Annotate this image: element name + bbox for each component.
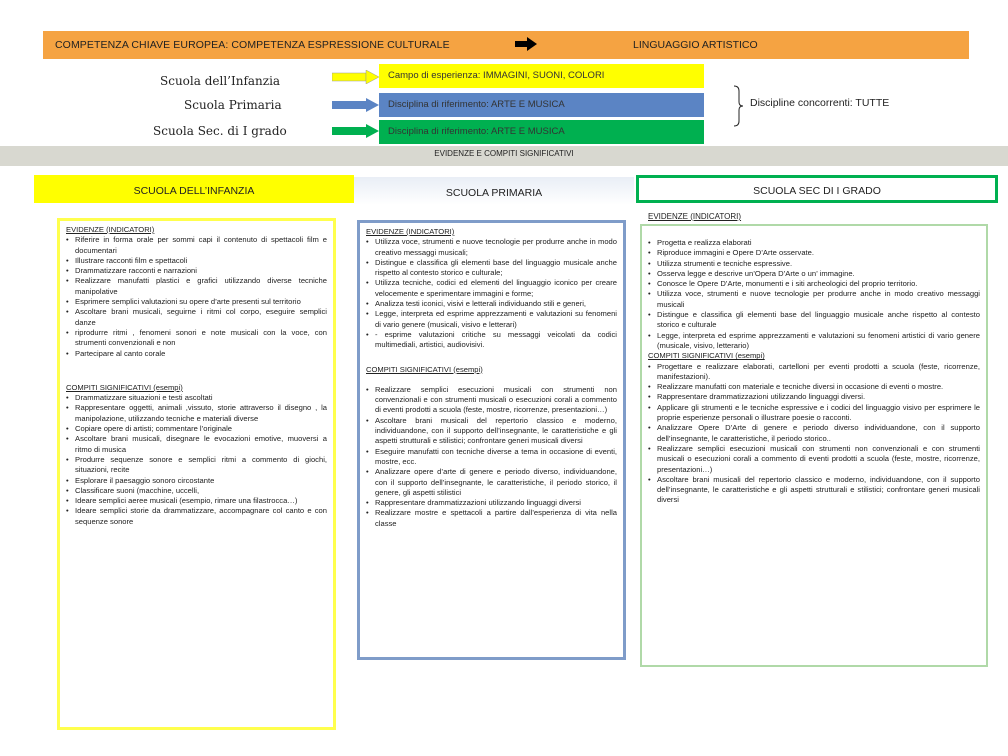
list-item: • Rappresentare drammatizzazioni utilizzando linguaggi diversi <box>366 498 617 508</box>
list-item: • Distingue e classifica gli elementi base del linguaggio musicale anche rispetto al contesto storico e culturale; <box>366 258 617 279</box>
list-item: • Ideare semplici storie da drammatizzare, accompagnare col canto e con sequenze sonore <box>66 506 327 527</box>
infanzia-tasks-title: COMPITI SIGNIFICATIVI (esempi) <box>66 382 183 392</box>
list-item: • Utilizza voce, strumenti e nuove tecnologie per produrre anche in modo creativo messaggi musicali; <box>366 237 617 258</box>
secondaria-tasks-list <box>648 362 980 506</box>
list-item: • Ascoltare brani musicali, seguirne i ritmi col corpo, eseguire semplici danze <box>66 307 327 328</box>
list-item: • Utilizza tecniche, codici ed elementi del linguaggio iconico per creare velocemente e sperimentare immagini e forme; <box>366 278 617 299</box>
list-item: • Applicare gli strumenti e le tecniche espressive e i codici del linguaggio visivo per esprimere le proprie esperienze personali o illustrare poesie o racconti. <box>648 403 980 424</box>
list-item: • Esprimere semplici valutazioni su opere d’arte presenti sul territorio <box>66 297 327 307</box>
header-secondaria: SCUOLA SEC DI I GRADO <box>636 175 998 203</box>
list-item: • Drammatizzare racconti e narrazioni <box>66 266 327 276</box>
list-item: • Rappresentare oggetti, animali ,vissuto, storie attraverso il disegno , la manipolazione, utilizzando tecniche e materiali diverse <box>66 403 327 424</box>
arrow-yellow-icon <box>332 70 380 84</box>
list-item: • Riferire in forma orale per sommi capi il contenuto di spettacoli film e documentari <box>66 235 327 256</box>
competence-title-bar <box>43 31 969 59</box>
list-item: • Realizzare semplici esecuzioni musicali con strumenti non convenzionali e con strumenti musicali o esecuzioni corali a commento di eventi prodotti a scuola (feste, mostre, ricorrenze, presentazioni…) <box>648 444 980 475</box>
competence-title: COMPETENZA CHIAVE EUROPEA: COMPETENZA ESPRESSIONE CULTURALE <box>55 39 450 51</box>
list-item: • Partecipare al canto corale <box>66 349 327 359</box>
secondaria-evidence-title: EVIDENZE (INDICATORI) <box>648 212 742 221</box>
list-item: • Illustrare racconti film e spettacoli <box>66 256 327 266</box>
evidence-bar-label: EVIDENZE E COMPITI SIGNIFICATIVI <box>434 149 574 158</box>
list-item: • Analizzare Opere D’Arte di genere e periodo diverso individuandone, con il supporto dell’insegnante, le caratteristiche, il periodo storico.. <box>648 423 980 444</box>
list-item: • Realizzare manufatti con materiale e tecniche diversi in occasione di eventi o mostre. <box>648 382 980 392</box>
list-item: • Legge, interpreta ed esprime apprezzamenti e valutazioni su fenomeni artistici di vario genere (musicale, visivo, letterario) <box>648 331 980 352</box>
stripe-primaria: Disciplina di riferimento: ARTE E MUSICA <box>379 93 704 117</box>
infanzia-evidence-list <box>66 235 327 359</box>
list-item: • Drammatizzare situazioni e testi ascoltati <box>66 393 327 403</box>
list-item: • - esprime valutazioni critiche su messaggi veicolati da codici multimediali, artistici, audiovisivi. <box>366 330 617 351</box>
arrow-green-icon <box>332 124 380 138</box>
infanzia-evidence-title: EVIDENZE (INDICATORI) <box>66 225 155 234</box>
list-item: • Ascoltare brani musicali del repertorio classico e moderno, individuandone, con il supporto dell’insegnante, le caratteristiche e gli aspetti strutturali e stilistici; confrontare generi musicali diversi <box>366 416 617 447</box>
primaria-tasks-list <box>366 385 617 529</box>
right-arrow-icon <box>515 37 537 51</box>
list-item: • Copiare opere di artisti; commentare l’originale <box>66 424 327 434</box>
arrow-blue-icon <box>332 98 380 112</box>
list-item: • Analizzare opere d’arte di genere e periodo diverso, individuandone, con il supporto dell’insegnante, le caratteristiche, il periodo storico, il genere, gli aspetti stilistici <box>366 467 617 498</box>
panel-infanzia <box>57 218 336 730</box>
list-item: • Progettare e realizzare elaborati, cartelloni per eventi prodotti a scuola (feste, ricorrenze, manifestazioni). <box>648 362 980 383</box>
list-item: • riprodurre ritmi , fenomeni sonori e note musicali con la voce, con strumenti convenzionali e non <box>66 328 327 349</box>
level-primaria: Scuola Primaria <box>184 98 282 112</box>
stripe-infanzia: Campo di esperienza: IMMAGINI, SUONI, COLORI <box>379 64 704 88</box>
panel-primaria <box>357 220 626 660</box>
primaria-evidence-list <box>366 237 617 350</box>
list-item: • Progetta e realizza elaborati <box>648 238 980 248</box>
infanzia-tasks-list <box>66 393 327 527</box>
list-item: • Utilizza voce, strumenti e nuove tecnologie per produrre anche in modo creativo messaggi musicali <box>648 289 980 310</box>
panel-secondaria <box>640 224 988 667</box>
brace-icon <box>733 85 743 127</box>
list-item: • Classificare suoni (macchine, uccelli, <box>66 486 327 496</box>
secondaria-evidence-list <box>648 238 980 351</box>
list-item: • Distingue e classifica gli elementi base del linguaggio musicale anche rispetto al contesto storico e culturale <box>648 310 980 331</box>
language-title: LINGUAGGIO ARTISTICO <box>633 39 758 51</box>
list-item: • Realizzare semplici esecuzioni musicali con strumenti non convenzionali e con strumenti musicali o esecuzioni corali a commento di eventi prodotti a scuola (feste, mostre, ricorrenze, presentazioni…) <box>366 385 617 416</box>
list-item: • Realizzare mostre e spettacoli a partire dall’esperienza di vita nella classe <box>366 508 617 529</box>
concurrent-disciplines: Discipline concorrenti: TUTTE <box>750 97 890 109</box>
level-infanzia: Scuola dell’Infanzia <box>160 74 281 88</box>
list-item: • Conosce le Opere D’Arte, monumenti e i siti archeologici del proprio territorio. <box>648 279 980 289</box>
secondaria-tasks-title: COMPITI SIGNIFICATIVI (esempi) <box>648 351 765 361</box>
list-item: • Eseguire manufatti con tecniche diverse a tema in occasione di eventi, mostre, ecc. <box>366 447 617 468</box>
level-secondaria: Scuola Sec. di I grado <box>153 124 287 138</box>
header-primaria: SCUOLA PRIMARIA <box>354 177 634 205</box>
list-item: • Riproduce immagini e Opere D’Arte osservate. <box>648 248 980 258</box>
list-item: • Ideare semplici aeree musicali (esempio, rimare una filastrocca…) <box>66 496 327 506</box>
primaria-tasks-title: COMPITI SIGNIFICATIVI (esempi) <box>366 364 483 374</box>
list-item: • Produrre sequenze sonore e semplici ritmi a commento di giochi, situazioni, recite <box>66 455 327 476</box>
list-item: • Legge, interpreta ed esprime apprezzamenti e valutazioni su fenomeni di vario genere (musicali, visivo e letterari) <box>366 309 617 330</box>
list-item: • Esplorare il paesaggio sonoro circostante <box>66 476 327 486</box>
list-item: • Osserva legge e descrive un’Opera D’Arte o un’ immagine. <box>648 269 980 279</box>
primaria-evidence-title: EVIDENZE (INDICATORI) <box>366 227 455 236</box>
list-item: • Analizza testi iconici, visivi e letterali individuando stili e generi, <box>366 299 617 309</box>
list-item: • Utilizza strumenti e tecniche espressive. <box>648 259 980 269</box>
list-item: • Ascoltare brani musicali, disegnare le evocazioni emotive, muoversi a ritmo di musica <box>66 434 327 455</box>
list-item: • Ascoltare brani musicali del repertorio classico e moderno, individuandone, con il supporto dell’insegnante, le caratteristiche e gli aspetti strutturali e stilistici; confrontare generi musicali diversi <box>648 475 980 506</box>
stripe-secondaria: Disciplina di riferimento: ARTE E MUSICA <box>379 120 704 144</box>
list-item: • Realizzare manufatti plastici e grafici utilizzando diverse tecniche manipolative <box>66 276 327 297</box>
list-item: • Rappresentare drammatizzazioni utilizzando linguaggi diversi. <box>648 392 980 402</box>
header-infanzia: SCUOLA DELL’INFANZIA <box>34 175 354 203</box>
